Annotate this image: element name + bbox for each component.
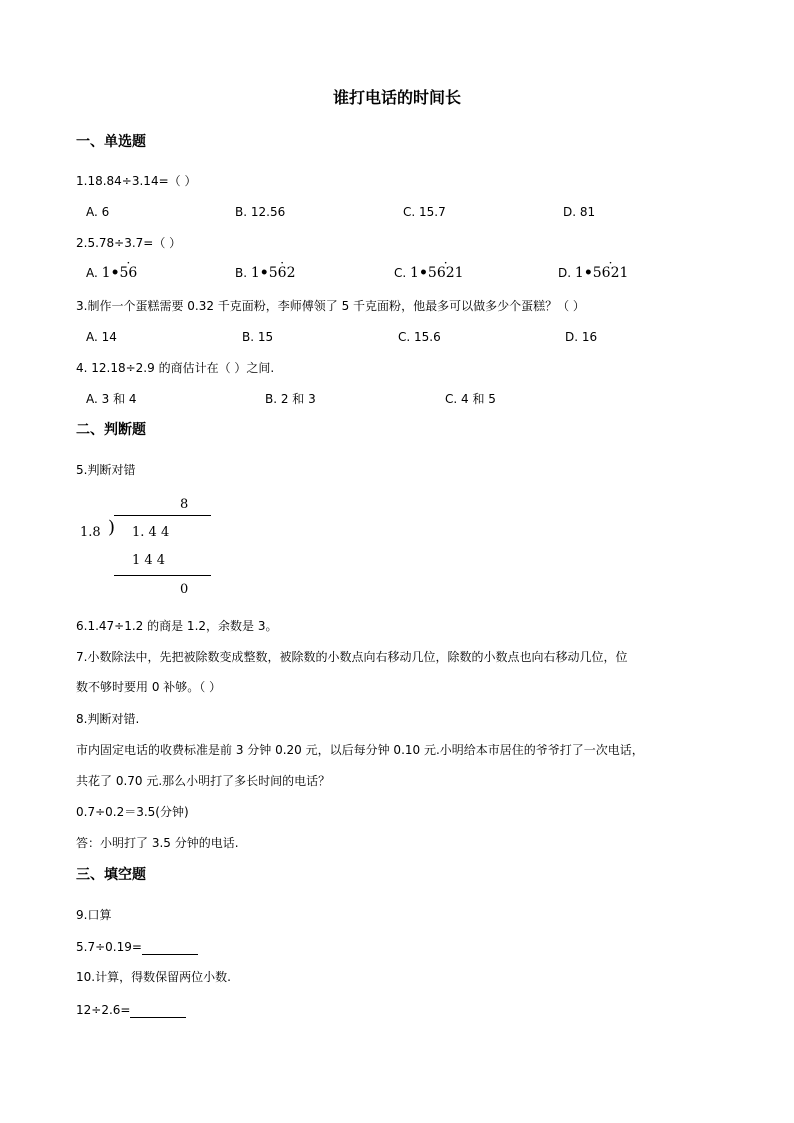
- section-heading-true-false: 二、判断题: [76, 422, 146, 438]
- page-title: 谁打电话的时间长: [332, 88, 461, 107]
- section-heading-fill-blank: 三、填空题: [76, 867, 146, 883]
- division-bar-bottom: [114, 575, 211, 576]
- question-6-stem: 6.1.47÷1.2 的商是 1.2，余数是 3。: [76, 619, 278, 633]
- question-3-option-a[interactable]: A. 14: [86, 330, 117, 344]
- division-bracket: ): [108, 517, 116, 538]
- question-4-option-b[interactable]: B. 2 和 3: [265, 392, 316, 406]
- question-1-option-c[interactable]: C. 15.7: [403, 205, 446, 219]
- question-2-option-c[interactable]: [394, 265, 464, 281]
- question-10-stem: 10.计算，得数保留两位小数.: [76, 970, 231, 984]
- question-1-option-d[interactable]: D. 81: [563, 205, 596, 219]
- option-prefix: C.: [394, 266, 407, 280]
- question-3-option-c[interactable]: C. 15.6: [398, 330, 441, 344]
- expression-text: 12÷2.6=: [76, 1003, 131, 1017]
- long-division-figure: [76, 495, 216, 605]
- division-divisor: 1.8: [80, 525, 101, 540]
- answer-blank[interactable]: [142, 941, 198, 955]
- option-prefix: D.: [558, 266, 572, 280]
- question-8-line-4: 答：小明打了 3.5 分钟的电话.: [76, 836, 239, 850]
- question-2-option-a[interactable]: [86, 265, 137, 281]
- question-7-line-2: 数不够时要用 0 补够。（ ）: [76, 680, 222, 694]
- question-2-option-b[interactable]: [235, 265, 295, 281]
- repeating-decimal-value: 1•· 5621: [575, 265, 629, 281]
- division-quotient: 8: [180, 497, 189, 512]
- question-8-stem: 8.判断对错.: [76, 712, 140, 726]
- question-1-option-b[interactable]: B. 12.56: [235, 205, 286, 219]
- division-product: 1 4 4: [132, 553, 166, 568]
- division-remainder: 0: [180, 582, 189, 597]
- question-3-option-d[interactable]: D. 16: [565, 330, 598, 344]
- question-7-line-1: 7.小数除法中，先把被除数变成整数，被除数的小数点向右移动几位，除数的小数点也向右移动几位，位: [76, 650, 628, 664]
- section-heading-single-choice: 一、单选题: [76, 134, 146, 150]
- question-9-stem: 9.口算: [76, 908, 112, 922]
- question-3-option-b[interactable]: B. 15: [242, 330, 274, 344]
- question-8-line-3: 0.7÷0.2＝3.5(分钟): [76, 805, 189, 819]
- question-4-stem: 4. 12.18÷2.9 的商估计在（ ）之间.: [76, 361, 275, 375]
- repeating-decimal-value: 1•· 5621: [410, 265, 464, 281]
- repeating-decimal-value: 1•· 56: [102, 265, 138, 281]
- question-4-option-c[interactable]: C. 4 和 5: [445, 392, 496, 406]
- question-8-line-2: 共花了 0.70 元.那么小明打了多长时间的电话？: [76, 774, 331, 788]
- question-8-line-1: 市内固定电话的收费标准是前 3 分钟 0.20 元，以后每分钟 0.10 元.小明给本市居住的爷爷打了一次电话，: [76, 743, 644, 757]
- question-3-stem: 3.制作一个蛋糕需要 0.32 千克面粉，李师傅领了 5 千克面粉，他最多可以做多少个蛋糕？（ ）: [76, 299, 585, 313]
- division-dividend: 1. 4 4: [132, 525, 170, 540]
- repeating-decimal-value: 1•· 562: [251, 265, 296, 281]
- question-2-stem: 2.5.78÷3.7=（ ）: [76, 236, 182, 250]
- expression-text: 5.7÷0.19=: [76, 940, 142, 954]
- question-10-expression: [76, 1002, 186, 1018]
- option-prefix: B.: [235, 266, 248, 280]
- question-1-option-a[interactable]: A. 6: [86, 205, 110, 219]
- question-9-expression: [76, 939, 198, 955]
- option-prefix: A.: [86, 266, 98, 280]
- question-1-stem: 1.18.84÷3.14=（ ）: [76, 174, 197, 188]
- question-4-option-a[interactable]: A. 3 和 4: [86, 392, 137, 406]
- question-2-option-d[interactable]: [558, 265, 628, 281]
- answer-blank[interactable]: [130, 1004, 186, 1018]
- division-bar-top: [114, 515, 211, 516]
- question-5-stem: 5.判断对错: [76, 463, 136, 477]
